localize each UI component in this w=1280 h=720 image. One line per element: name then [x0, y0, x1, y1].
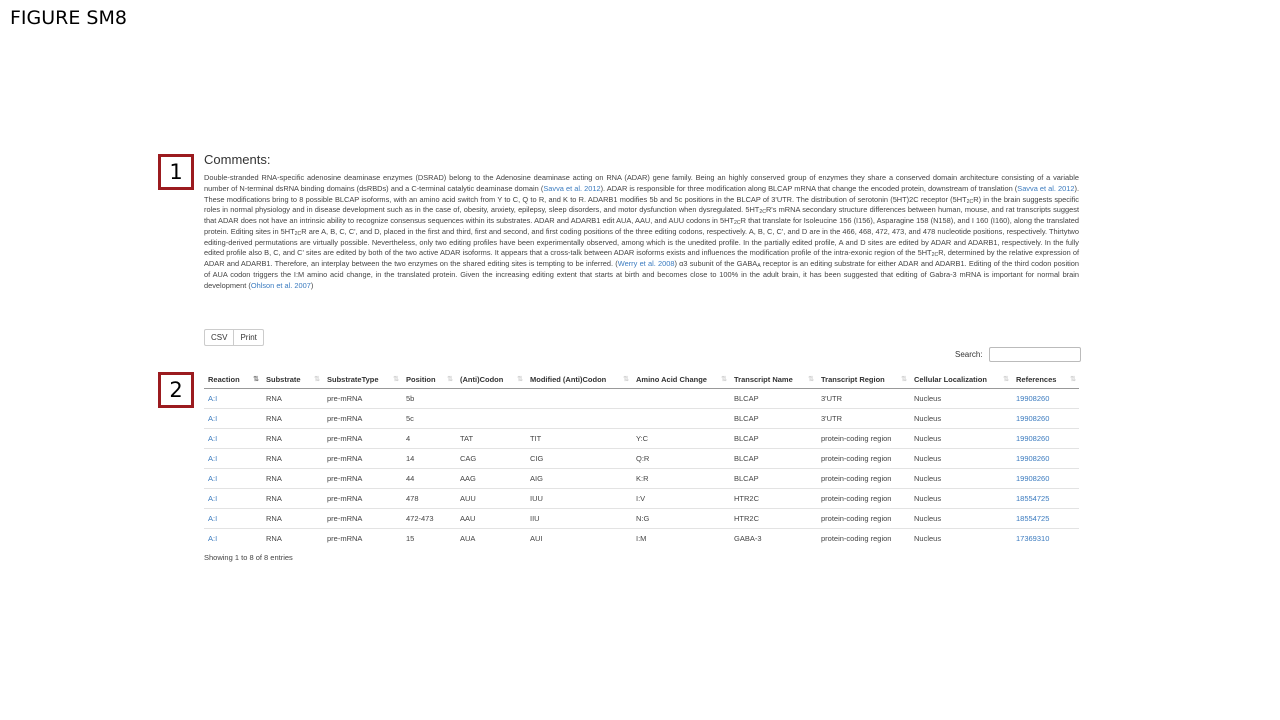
export-buttons: [204, 329, 264, 346]
sort-icon: ⇅: [721, 375, 726, 383]
table-row: [204, 409, 1079, 429]
cell-modified-anticodon: IUU: [526, 489, 632, 509]
column-header-amino-acid-change[interactable]: Amino Acid Change ⇅: [632, 370, 730, 389]
column-header-substrate[interactable]: Substrate ⇅: [262, 370, 323, 389]
cell-amino-acid-change: I:V: [632, 489, 730, 509]
cell-amino-acid-change: I:M: [632, 529, 730, 549]
cell-position: 14: [402, 449, 456, 469]
column-header-transcript-name[interactable]: Transcript Name ⇅: [730, 370, 817, 389]
sort-icon: ⇅: [623, 375, 628, 383]
comment-text: R) in the brain suggests specific roles in normal physiology and in disease development such as in the case of, obesity, anxiety, epilepsy, sleep disorders, and motor dysfunction when dysregulated. 5HT: [204, 194, 1079, 215]
sort-icon: ⇅: [901, 375, 906, 383]
cell-transcript-name: HTR2C: [730, 509, 817, 529]
reaction-link[interactable]: A:I: [208, 474, 218, 483]
reaction-link[interactable]: A:I: [208, 394, 218, 403]
sort-icon: ⇅: [517, 375, 522, 383]
cell-substrate: RNA: [262, 509, 323, 529]
cell-transcript-name: BLCAP: [730, 409, 817, 429]
cell-anticodon: AAU: [456, 509, 526, 529]
cell-reaction: [204, 489, 262, 509]
column-header-references[interactable]: References ⇅: [1012, 370, 1079, 389]
cell-anticodon: TAT: [456, 429, 526, 449]
comment-text: Double-stranded RNA-specific adenosine deaminase enzymes (DSRAD) belong to the Adenosine deaminase acting on RNA (ADAR) gene family. Being an highly conserved group of enzymes they share a conserved domain architecture consisting of a variable number of N-terminal dsRNA binding domains (dsRBDs) and a C-terminal catalytic deaminase domain (: [204, 173, 1079, 193]
reaction-link[interactable]: A:I: [208, 414, 218, 423]
cell-modified-anticodon: TIT: [526, 429, 632, 449]
cell-amino-acid-change: Y:C: [632, 429, 730, 449]
comment-text: ). These modifications bring to 8 possible BLCAP isoforms, with an amino acid switch from Y to C, Q to R, and K to R. ADARB1 modifies 5b and 5c positions in the BLCAP of 3'UTR. The distribution of serotonin (5HT)2C receptor (5HT: [204, 183, 1080, 204]
cell-position: 4: [402, 429, 456, 449]
cell-substrate-type: pre-mRNA: [323, 509, 402, 529]
cell-anticodon: AAG: [456, 469, 526, 489]
cell-substrate: RNA: [262, 429, 323, 449]
cell-modified-anticodon: [526, 409, 632, 429]
cell-cellular-localization: Nucleus: [910, 409, 1012, 429]
cell-cellular-localization: Nucleus: [910, 429, 1012, 449]
cell-anticodon: [456, 409, 526, 429]
cell-reaction: [204, 509, 262, 529]
cell-transcript-region: protein-coding region: [817, 509, 910, 529]
cell-reaction: [204, 429, 262, 449]
cell-substrate-type: pre-mRNA: [323, 449, 402, 469]
column-header-modified-anticodon[interactable]: Modified (Anti)Codon ⇅: [526, 370, 632, 389]
reaction-link[interactable]: A:I: [208, 454, 218, 463]
sort-asc-icon: ⇅: [253, 375, 258, 383]
cell-amino-acid-change: N:G: [632, 509, 730, 529]
column-header-cellular-localization[interactable]: Cellular Localization ⇅: [910, 370, 1012, 389]
comment-text: ). ADAR is responsible for three modification along BLCAP mRNA that change the encoded protein, downstream of translation (: [600, 183, 1018, 193]
reference-link[interactable]: 17369310: [1016, 534, 1050, 543]
cell-position: 5b: [406, 394, 415, 403]
reference-link[interactable]: 19908260: [1016, 394, 1050, 403]
cell-modified-anticodon: [526, 389, 632, 409]
cell-anticodon: CAG: [456, 449, 526, 469]
cell-cellular-localization: Nucleus: [914, 394, 942, 403]
cell-transcript-region: protein-coding region: [817, 429, 910, 449]
comment-text: ): [310, 280, 314, 290]
cell-substrate-type: pre-mRNA: [323, 489, 402, 509]
cell-reference: [1012, 489, 1079, 509]
cell-transcript-region: 3'UTR: [817, 409, 910, 429]
cell-substrate: RNA: [262, 469, 323, 489]
cell-reaction: [204, 389, 262, 409]
cell-transcript-name: BLCAP: [730, 429, 817, 449]
cell-reference: [1012, 529, 1079, 549]
cell-cellular-localization: Nucleus: [910, 489, 1012, 509]
cell-substrate: RNA: [266, 394, 282, 403]
subscript: A: [757, 263, 761, 269]
cell-amino-acid-change: K:R: [632, 469, 730, 489]
subscript: 2C: [294, 230, 302, 237]
search-box: [955, 347, 1081, 362]
cell-transcript-name: BLCAP: [730, 449, 817, 469]
cell-reference: [1012, 469, 1079, 489]
table-row: [204, 529, 1079, 549]
table-header-row: [204, 370, 1079, 389]
reference-link[interactable]: Werry et al. 2008: [617, 259, 675, 268]
cell-reference: [1012, 449, 1079, 469]
cell-transcript-name: BLCAP: [734, 394, 759, 403]
csv-button[interactable]: CSV: [204, 329, 234, 346]
cell-transcript-region: protein-coding region: [817, 489, 910, 509]
cell-modified-anticodon: CIG: [526, 449, 632, 469]
cell-substrate: RNA: [262, 409, 323, 429]
sort-icon: ⇅: [393, 375, 398, 383]
callout-1: 1: [158, 154, 194, 190]
cell-reaction: [204, 409, 262, 429]
cell-substrate-type: pre-mRNA: [327, 394, 363, 403]
sort-icon: ⇅: [447, 375, 452, 383]
cell-position: 15: [402, 529, 456, 549]
cell-substrate-type: pre-mRNA: [323, 469, 402, 489]
cell-amino-acid-change: Q:R: [632, 449, 730, 469]
comments-heading: Comments:: [204, 152, 271, 167]
cell-modified-anticodon: AUI: [526, 529, 632, 549]
cell-cellular-localization: Nucleus: [910, 529, 1012, 549]
cell-reference: [1012, 409, 1079, 429]
subscript: 2C: [966, 198, 974, 205]
comments-text: [204, 173, 1079, 291]
cell-transcript-name: GABA-3: [730, 529, 817, 549]
column-header-anticodon[interactable]: (Anti)Codon ⇅: [456, 370, 526, 389]
table-body: [204, 389, 1079, 549]
search-input[interactable]: [989, 347, 1081, 362]
cell-anticodon: AUU: [456, 489, 526, 509]
cell-transcript-name: BLCAP: [730, 469, 817, 489]
cell-position: 5c: [402, 409, 456, 429]
comment-text: R's mRNA secondary structure differences between human, mouse, and rat transcripts suggest that ADAR does not have an intrinsic ability to recognize consensus sequences within its substrates. ADAR and ADARB1 edit AUA, AAU, and AUU codons in 5HT: [204, 205, 1080, 225]
table-row: [204, 429, 1079, 449]
sort-icon: ⇅: [808, 375, 813, 383]
figure-title: FIGURE SM8: [10, 7, 127, 29]
cell-reference: [1012, 389, 1079, 409]
table-row: [204, 469, 1079, 489]
print-button[interactable]: Print: [234, 329, 263, 346]
cell-substrate-type: pre-mRNA: [323, 409, 402, 429]
subscript: 2C: [759, 209, 766, 216]
comment-text: receptor is an editing substrate for either ADAR and ADARB1. Editing of the third codon position of AUA codon triggers the I:M amino acid change, in the translated protein. Given the increasing editing extent that starts at birth and becomes close to 100% in the adult brain, it has been suggested that editing of Gabra-3 mRNA is important for normal brain development (: [204, 259, 1080, 290]
column-header-transcript-region[interactable]: Transcript Region ⇅: [817, 370, 910, 389]
cell-transcript-region: protein-coding region: [817, 529, 910, 549]
comments-section: [204, 152, 1079, 291]
cell-reference: [1012, 429, 1079, 449]
cell-cellular-localization: Nucleus: [910, 469, 1012, 489]
cell-reaction: [204, 529, 262, 549]
comment-text: R that translate for Isoleucine 156 (I156), Asparagine 158 (N158), and I 160 (I160), along the translated protein. Editing sites in 5HT: [204, 216, 1079, 236]
reference-link[interactable]: Savva et al. 2012: [1017, 183, 1075, 193]
column-header-position[interactable]: Position ⇅: [402, 370, 456, 389]
reaction-link[interactable]: A:I: [208, 534, 218, 543]
sort-icon: ⇅: [1070, 375, 1075, 383]
comment-text: R are A, B, C, C', and D, placed in the first and third, first and second, and first coding positions of the three editing codons, respectively. A, B, C, C', and D are in the 466, 468, 472, 473, and 478 nucleotide positions, respectively. Thirtytwo editing-derived permutations are virtually possible. Nevertheless, only two editing profiles have been experimentally observed, among which is the unedited profile. In the partially edited profile, A and D sites are edited by ADAR and ADARB1, respectively. In the fully edited profile also B, C, and C' sites are edited by both of the two active ADAR isoforms. It appears that a cross-talk between ADAR isoforms exists and influences the modification profile of the intra-exonic region of the 5HT: [204, 226, 1079, 258]
cell-transcript-region: 3'UTR: [821, 394, 843, 403]
callout-2: 2: [158, 372, 194, 408]
cell-substrate-type: pre-mRNA: [323, 429, 402, 449]
cell-transcript-region: protein-coding region: [817, 469, 910, 489]
cell-cellular-localization: Nucleus: [910, 509, 1012, 529]
table-row: [204, 489, 1079, 509]
reference-link[interactable]: 18554725: [1016, 514, 1050, 523]
reference-link[interactable]: 19908260: [1016, 454, 1050, 463]
cell-transcript-region: protein-coding region: [817, 449, 910, 469]
reference-link[interactable]: 19908260: [1016, 434, 1050, 443]
table-row: [204, 389, 1079, 409]
cell-position: 472-473: [402, 509, 456, 529]
cell-anticodon: [456, 389, 526, 409]
cell-reference: [1012, 509, 1079, 529]
reaction-link[interactable]: A:I: [208, 514, 218, 523]
cell-reaction: [204, 449, 262, 469]
column-header-reaction[interactable]: Reaction ⇅: [204, 370, 262, 389]
sort-icon: ⇅: [1003, 375, 1008, 383]
subscript: 2C: [931, 252, 939, 259]
column-header-substrate-type[interactable]: SubstrateType ⇅: [323, 370, 402, 389]
cell-substrate: RNA: [262, 489, 323, 509]
sort-icon: ⇅: [314, 375, 319, 383]
cell-position: 44: [402, 469, 456, 489]
cell-anticodon: AUA: [456, 529, 526, 549]
comment-text: ) α3 subunit of the GABA: [674, 259, 758, 268]
reaction-link[interactable]: A:I: [208, 434, 218, 443]
cell-amino-acid-change: [632, 389, 730, 409]
reference-link[interactable]: 19908260: [1016, 474, 1050, 483]
cell-transcript-name: HTR2C: [730, 489, 817, 509]
cell-substrate: RNA: [262, 529, 323, 549]
reference-link[interactable]: 18554725: [1016, 494, 1050, 503]
reference-link[interactable]: Ohlson et al. 2007: [250, 280, 311, 290]
reference-link[interactable]: 19908260: [1016, 414, 1050, 423]
cell-substrate-type: pre-mRNA: [323, 529, 402, 549]
editing-table: [204, 370, 1079, 548]
cell-cellular-localization: Nucleus: [910, 449, 1012, 469]
table-info: Showing 1 to 8 of 8 entries: [204, 553, 293, 562]
cell-reaction: [204, 469, 262, 489]
reaction-link[interactable]: A:I: [208, 494, 218, 503]
subscript: 2C: [733, 220, 741, 226]
cell-position: 478: [402, 489, 456, 509]
cell-modified-anticodon: IIU: [526, 509, 632, 529]
table-row: [204, 449, 1079, 469]
comment-text: R, determined by the relative expression of ADAR and ADARB1. Therefore, an interplay between the two enzymes on the shared editing sites is tempting to be inferred. (: [204, 248, 1079, 268]
search-label: Search:: [955, 350, 983, 359]
reference-link[interactable]: Savva et al. 2012: [543, 183, 601, 193]
cell-modified-anticodon: AIG: [526, 469, 632, 489]
cell-amino-acid-change: [632, 409, 730, 429]
cell-substrate: RNA: [262, 449, 323, 469]
table-row: [204, 509, 1079, 529]
